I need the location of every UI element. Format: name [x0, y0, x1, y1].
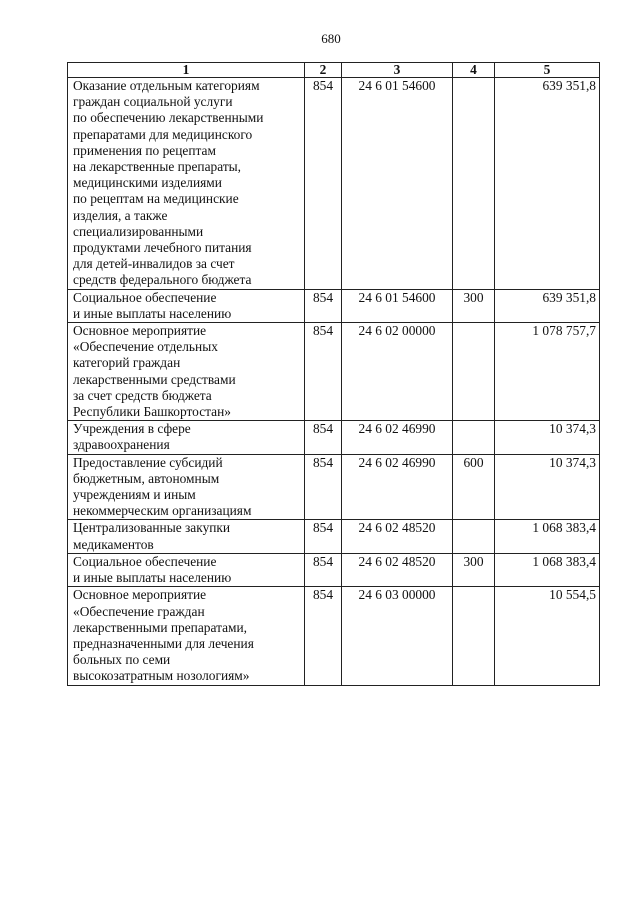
- header-col-3: 3: [342, 63, 453, 78]
- row-expense-type: [453, 421, 495, 454]
- row-amount: 639 351,8: [495, 78, 600, 290]
- table-row: [68, 78, 600, 290]
- row-target-article: 24 6 02 48520: [342, 553, 453, 586]
- row-name: Социальное обеспечение и иные выплаты населению: [68, 553, 305, 586]
- row-code: 854: [305, 553, 342, 586]
- row-code: 854: [305, 587, 342, 685]
- header-col-1: 1: [68, 63, 305, 78]
- row-target-article: 24 6 02 46990: [342, 421, 453, 454]
- row-name: Социальное обеспечение и иные выплаты населению: [68, 289, 305, 322]
- row-expense-type: [453, 78, 495, 290]
- row-name: Учреждения в сфере здравоохранения: [68, 421, 305, 454]
- row-name: Основное мероприятие «Обеспечение отдельных категорий граждан лекарственными средствами за счет средств бюджета Республики Башкортостан»: [68, 323, 305, 421]
- row-name: Оказание отдельным категориям граждан социальной услуги по обеспечению лекарственными препаратами для медицинского применения по рецептам на лекарственные препараты, медицинскими изделиями по рецептам на медицинские изделия, а также специализированными продуктами лечебного питания для детей-инвалидов за счет средств федерального бюджета: [68, 78, 305, 290]
- row-code: 854: [305, 520, 342, 553]
- row-code: 854: [305, 78, 342, 290]
- budget-table: [67, 62, 600, 686]
- row-amount: 1 068 383,4: [495, 553, 600, 586]
- row-amount: 10 554,5: [495, 587, 600, 685]
- table-row: [68, 454, 600, 520]
- row-code: 854: [305, 421, 342, 454]
- table-row: [68, 323, 600, 421]
- row-amount: 10 374,3: [495, 421, 600, 454]
- row-target-article: 24 6 02 46990: [342, 454, 453, 520]
- row-amount: 1 078 757,7: [495, 323, 600, 421]
- table-row: [68, 553, 600, 586]
- header-col-4: 4: [453, 63, 495, 78]
- header-col-2: 2: [305, 63, 342, 78]
- row-amount: 1 068 383,4: [495, 520, 600, 553]
- row-code: 854: [305, 454, 342, 520]
- table-row: [68, 520, 600, 553]
- row-target-article: 24 6 01 54600: [342, 78, 453, 290]
- row-expense-type: 300: [453, 553, 495, 586]
- header-col-5: 5: [495, 63, 600, 78]
- row-target-article: 24 6 02 48520: [342, 520, 453, 553]
- row-expense-type: 600: [453, 454, 495, 520]
- row-amount: 639 351,8: [495, 289, 600, 322]
- row-target-article: 24 6 02 00000: [342, 323, 453, 421]
- row-expense-type: [453, 323, 495, 421]
- row-name: Централизованные закупки медикаментов: [68, 520, 305, 553]
- table-row: [68, 587, 600, 685]
- row-target-article: 24 6 03 00000: [342, 587, 453, 685]
- row-expense-type: [453, 520, 495, 553]
- row-name: Предоставление субсидий бюджетным, автономным учреждениям и иным некоммерческим организациям: [68, 454, 305, 520]
- row-expense-type: 300: [453, 289, 495, 322]
- row-amount: 10 374,3: [495, 454, 600, 520]
- row-code: 854: [305, 289, 342, 322]
- table-row: [68, 289, 600, 322]
- row-target-article: 24 6 01 54600: [342, 289, 453, 322]
- row-expense-type: [453, 587, 495, 685]
- budget-table-container: [67, 62, 600, 686]
- table-row: [68, 421, 600, 454]
- header-row: [68, 63, 600, 78]
- row-name: Основное мероприятие «Обеспечение граждан лекарственными препаратами, предназначенными для лечения больных по семи высокозатратным нозологиям»: [68, 587, 305, 685]
- row-code: 854: [305, 323, 342, 421]
- page-number: 680: [321, 31, 341, 46]
